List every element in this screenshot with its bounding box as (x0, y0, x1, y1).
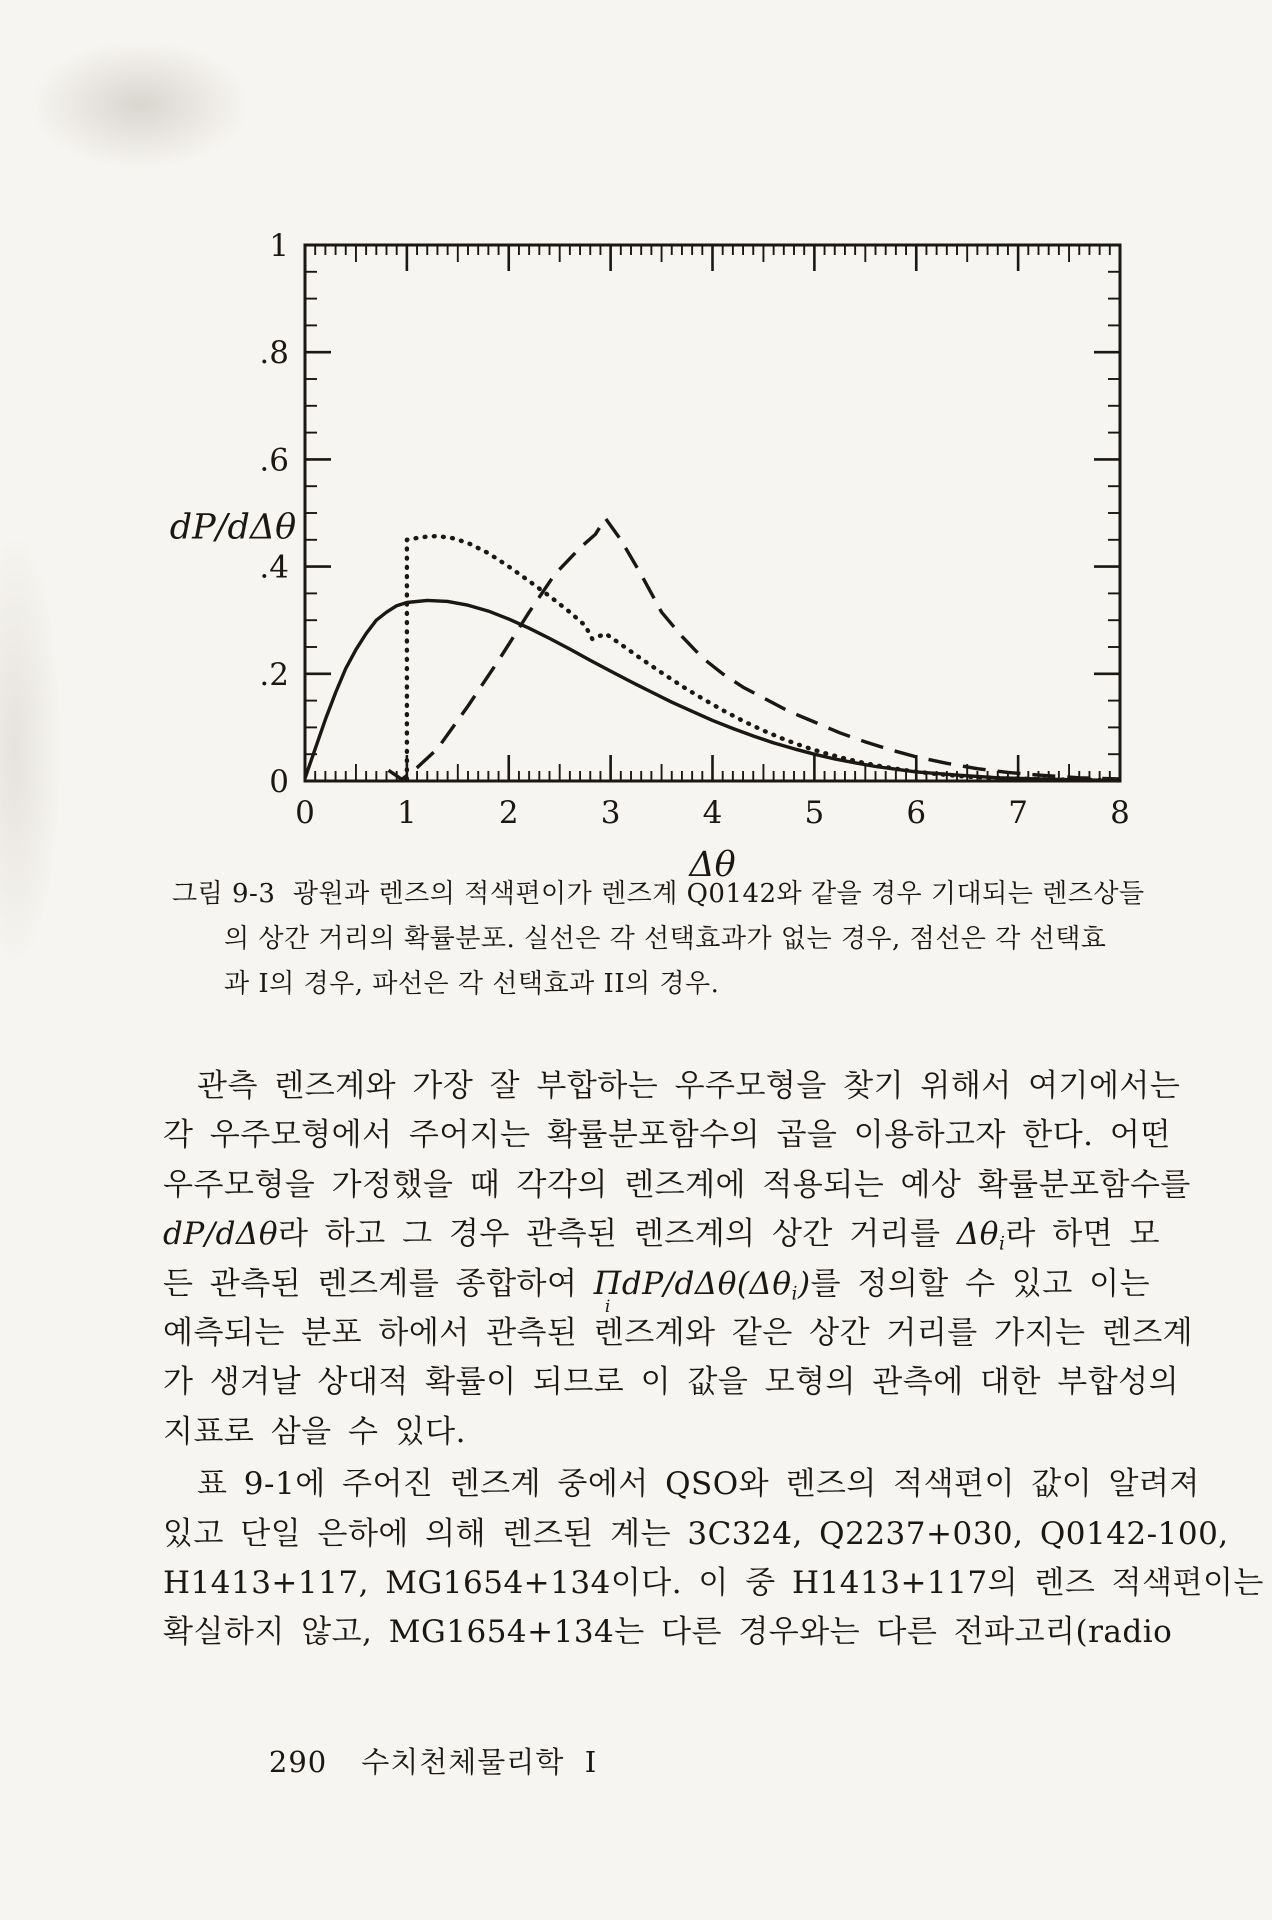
paragraph-1-line: 우주모형을 가정했을 때 각각의 렌즈계에 적용되는 예상 확률분포함수를 (163, 1166, 1191, 1203)
x-tick-label: 4 (702, 795, 723, 831)
paragraph-1-line: dP/dΔθ라 하고 그 경우 관측된 렌즈계의 상간 거리를 Δθi라 하면 모 (163, 1216, 1160, 1255)
x-tick-label: 5 (804, 795, 825, 831)
paragraph-1-line: 가 생겨날 상대적 확률이 되므로 이 값을 모형의 관측에 대한 부합성의 (163, 1364, 1180, 1401)
y-tick-label: 0 (269, 764, 289, 800)
series-solid (305, 600, 1120, 780)
paragraph-1-line: 예측되는 분포 하에서 관측된 렌즈계와 같은 상간 거리를 가지는 렌즈계 (163, 1314, 1194, 1351)
paragraph-2-line: 확실하지 않고, MG1654+134는 다른 경우와는 다른 전파고리(radio (163, 1614, 1173, 1651)
paragraph-1-line: 든 관측된 렌즈계를 종합하여 Π i dP/dΔθ(Δθi)를 정의할 수 있고 이는 (163, 1265, 1151, 1317)
book-title: 수치천체물리학 I (361, 1745, 598, 1779)
y-tick-label: .2 (259, 656, 289, 693)
series-dashed (389, 518, 1121, 779)
x-tick-label: 6 (906, 795, 927, 831)
paragraph-2-line: H1413+117, MG1654+134이다. 이 중 H1413+117의 렌즈 적색편이는 (163, 1564, 1264, 1601)
x-tick-label: 2 (498, 795, 519, 831)
paragraph-2-line: 표 9-1에 주어진 렌즈계 중에서 QSO와 렌즈의 적색편이 값이 알려져 (197, 1466, 1200, 1503)
caption-line-2: 의 상간 거리의 확률분포. 실선은 각 선택효과가 없는 경우, 점선은 각 선택효 (224, 924, 1107, 954)
x-axis-title: Δθ (689, 845, 736, 885)
paragraph-1-line: 지표로 삼을 수 있다. (163, 1413, 466, 1450)
x-tick-label: 8 (1110, 795, 1130, 831)
x-tick-label: 7 (1008, 795, 1028, 831)
x-tick-label: 0 (295, 795, 315, 831)
paragraph-1-line: 관측 렌즈계와 가장 잘 부합하는 우주모형을 찾기 위해서 여기에서는 (197, 1068, 1181, 1104)
plot-frame (305, 245, 1120, 781)
paragraph-1-line: 각 우주모형에서 주어지는 확률분포함수의 곱을 이용하고자 한다. 어떤 (163, 1117, 1171, 1154)
y-tick-label: 1 (269, 228, 289, 264)
body-text (163, 1060, 1264, 1656)
y-tick-label: .4 (259, 549, 289, 586)
figure-caption (172, 872, 1145, 1007)
page-number: 290 (268, 1745, 328, 1779)
caption-line-3: 과 I의 경우, 파선은 각 선택효과 II의 경우. (224, 969, 720, 999)
y-tick-label: .6 (259, 442, 289, 479)
paragraph-2-line: 있고 단일 은하에 의해 렌즈된 계는 3C324, Q2237+030, Q0142-100, (163, 1515, 1229, 1552)
x-tick-label: 3 (600, 795, 621, 831)
series-dotted (407, 536, 1120, 781)
x-tick-label: 1 (397, 795, 417, 831)
y-tick-label: .8 (259, 335, 289, 372)
y-axis-title: dP/dΔθ (169, 507, 297, 548)
caption-line-1: 그림 9-3 광원과 렌즈의 적색편이가 렌즈계 Q0142와 같을 경우 기대되는 렌즈상들 (172, 879, 1145, 909)
page-footer (228, 1706, 597, 1815)
